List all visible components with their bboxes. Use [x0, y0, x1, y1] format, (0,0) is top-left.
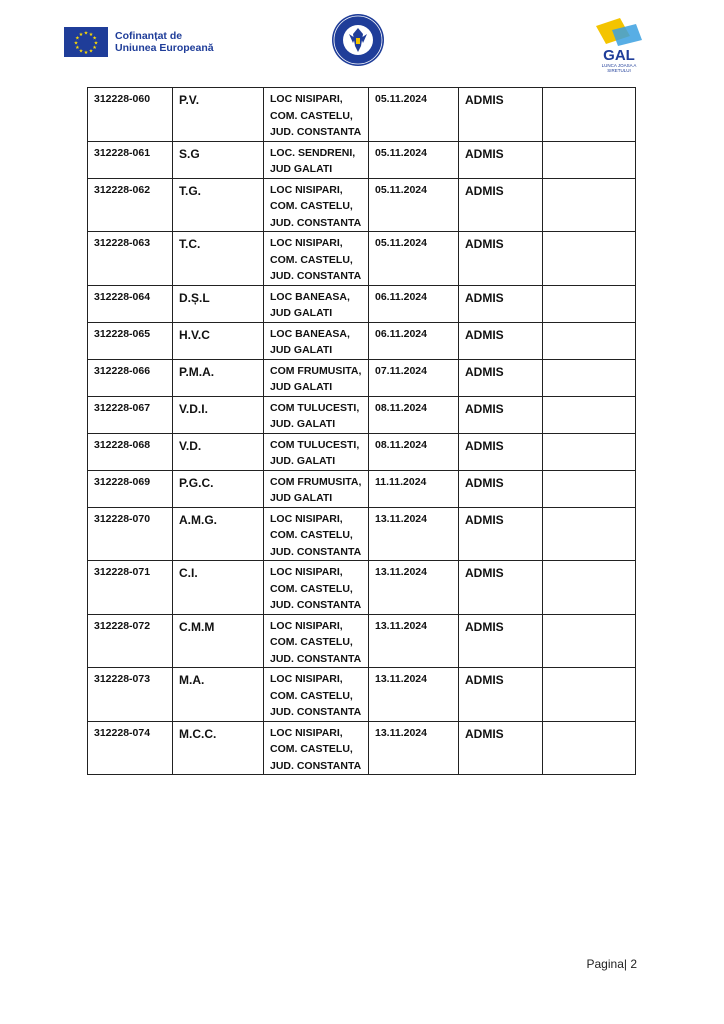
application-code-cell: 312228-065: [88, 322, 173, 359]
empty-cell: [543, 721, 636, 775]
status-cell: ADMIS: [459, 232, 543, 286]
application-code-cell: 312228-072: [88, 614, 173, 668]
gal-logo: [590, 16, 648, 74]
location-cell: LOC NISIPARI, COM. CASTELU, JUD. CONSTANTA: [264, 668, 369, 722]
eu-label: [115, 30, 214, 54]
application-code-cell: 312228-061: [88, 141, 173, 178]
applicant-initials-cell: M.C.C.: [173, 721, 264, 775]
date-cell: 13.11.2024: [369, 668, 459, 722]
page-number: Pagina| 2: [586, 957, 637, 971]
status-cell: ADMIS: [459, 285, 543, 322]
table-row: [88, 285, 636, 322]
status-cell: ADMIS: [459, 668, 543, 722]
location-cell: LOC. SENDRENI, JUD GALATI: [264, 141, 369, 178]
svg-text:★: ★: [92, 35, 97, 42]
location-cell: COM FRUMUSITA, JUD GALATI: [264, 359, 369, 396]
svg-text:★: ★: [73, 40, 79, 47]
eu-label-line1: Cofinanțat de: [115, 30, 183, 42]
table-row: [88, 178, 636, 232]
application-code-cell: 312228-073: [88, 668, 173, 722]
empty-cell: [543, 396, 636, 433]
location-cell: LOC NISIPARI, COM. CASTELU, JUD. CONSTANTA: [264, 614, 369, 668]
empty-cell: [543, 359, 636, 396]
location-cell: LOC NISIPARI, COM. CASTELU, JUD. CONSTANTA: [264, 721, 369, 775]
empty-cell: [543, 470, 636, 507]
date-cell: 13.11.2024: [369, 507, 459, 561]
empty-cell: [543, 668, 636, 722]
applicant-initials-cell: V.D.: [173, 433, 264, 470]
eu-flag-icon: [64, 27, 108, 57]
date-cell: 05.11.2024: [369, 232, 459, 286]
applicant-initials-cell: T.C.: [173, 232, 264, 286]
table-row: [88, 359, 636, 396]
empty-cell: [543, 507, 636, 561]
empty-cell: [543, 433, 636, 470]
applicant-initials-cell: V.D.I.: [173, 396, 264, 433]
status-cell: ADMIS: [459, 88, 543, 142]
table-row: [88, 88, 636, 142]
applicant-initials-cell: H.V.C: [173, 322, 264, 359]
status-cell: ADMIS: [459, 507, 543, 561]
location-cell: LOC BANEASA, JUD GALATI: [264, 285, 369, 322]
svg-text:★: ★: [88, 48, 94, 55]
empty-cell: [543, 178, 636, 232]
svg-text:★: ★: [75, 45, 80, 51]
table-row: [88, 433, 636, 470]
eu-label-line2: Uniunea Europeană: [115, 42, 214, 54]
status-cell: ADMIS: [459, 178, 543, 232]
empty-cell: [543, 285, 636, 322]
table-row: [88, 141, 636, 178]
table-row: [88, 470, 636, 507]
location-cell: COM FRUMUSITA, JUD GALATI: [264, 470, 369, 507]
svg-text:★: ★: [83, 30, 89, 37]
application-code-cell: 312228-071: [88, 561, 173, 615]
svg-text:★: ★: [83, 50, 89, 56]
application-code-cell: 312228-070: [88, 507, 173, 561]
svg-text:★: ★: [92, 45, 97, 51]
location-cell: LOC BANEASA, JUD GALATI: [264, 322, 369, 359]
table-row: [88, 396, 636, 433]
location-cell: LOC NISIPARI, COM. CASTELU, JUD. CONSTANTA: [264, 561, 369, 615]
date-cell: 05.11.2024: [369, 141, 459, 178]
applicant-initials-cell: C.M.M: [173, 614, 264, 668]
status-cell: ADMIS: [459, 322, 543, 359]
application-code-cell: 312228-062: [88, 178, 173, 232]
location-cell: COM TULUCESTI, JUD. GALATI: [264, 396, 369, 433]
date-cell: 08.11.2024: [369, 396, 459, 433]
applicant-initials-cell: P.V.: [173, 88, 264, 142]
date-cell: 13.11.2024: [369, 614, 459, 668]
table-row: [88, 668, 636, 722]
table-row: [88, 721, 636, 775]
application-code-cell: 312228-074: [88, 721, 173, 775]
date-cell: 11.11.2024: [369, 470, 459, 507]
gal-logo-icon: [590, 16, 648, 64]
status-cell: ADMIS: [459, 470, 543, 507]
application-code-cell: 312228-066: [88, 359, 173, 396]
applicant-initials-cell: C.I.: [173, 561, 264, 615]
empty-cell: [543, 561, 636, 615]
svg-text:GAL: GAL: [603, 47, 635, 64]
status-cell: ADMIS: [459, 614, 543, 668]
applicant-initials-cell: P.G.C.: [173, 470, 264, 507]
empty-cell: [543, 232, 636, 286]
government-seal-icon: [330, 12, 386, 68]
table-row: [88, 232, 636, 286]
applicant-initials-cell: S.G: [173, 141, 264, 178]
application-code-cell: 312228-064: [88, 285, 173, 322]
empty-cell: [543, 88, 636, 142]
applicant-initials-cell: P.M.A.: [173, 359, 264, 396]
empty-cell: [543, 141, 636, 178]
location-cell: LOC NISIPARI, COM. CASTELU, JUD. CONSTANTA: [264, 507, 369, 561]
status-cell: ADMIS: [459, 433, 543, 470]
eu-cofinancing-logo: [64, 27, 214, 57]
date-cell: 08.11.2024: [369, 433, 459, 470]
svg-text:★: ★: [78, 31, 84, 38]
applicant-initials-cell: M.A.: [173, 668, 264, 722]
svg-text:★: ★: [75, 35, 80, 42]
svg-text:★: ★: [93, 40, 99, 47]
date-cell: 05.11.2024: [369, 178, 459, 232]
svg-text:★: ★: [78, 48, 84, 55]
date-cell: 13.11.2024: [369, 561, 459, 615]
status-cell: ADMIS: [459, 359, 543, 396]
application-code-cell: 312228-067: [88, 396, 173, 433]
status-cell: ADMIS: [459, 561, 543, 615]
empty-cell: [543, 322, 636, 359]
application-code-cell: 312228-069: [88, 470, 173, 507]
status-cell: ADMIS: [459, 721, 543, 775]
date-cell: 13.11.2024: [369, 721, 459, 775]
location-cell: COM TULUCESTI, JUD. GALATI: [264, 433, 369, 470]
table-row: [88, 561, 636, 615]
results-table-body: [88, 88, 636, 775]
date-cell: 06.11.2024: [369, 322, 459, 359]
table-row: [88, 507, 636, 561]
svg-text:★: ★: [88, 31, 94, 38]
empty-cell: [543, 614, 636, 668]
location-cell: LOC NISIPARI, COM. CASTELU, JUD. CONSTANTA: [264, 88, 369, 142]
applicant-initials-cell: D.Ș.L: [173, 285, 264, 322]
results-table: [87, 87, 636, 775]
location-cell: LOC NISIPARI, COM. CASTELU, JUD. CONSTANTA: [264, 178, 369, 232]
application-code-cell: 312228-060: [88, 88, 173, 142]
gal-logo-text: LUNCA JOASA A SIRETULUI: [601, 63, 637, 73]
applicant-initials-cell: A.M.G.: [173, 507, 264, 561]
table-row: [88, 614, 636, 668]
date-cell: 05.11.2024: [369, 88, 459, 142]
status-cell: ADMIS: [459, 396, 543, 433]
applicant-initials-cell: T.G.: [173, 178, 264, 232]
application-code-cell: 312228-063: [88, 232, 173, 286]
location-cell: LOC NISIPARI, COM. CASTELU, JUD. CONSTANTA: [264, 232, 369, 286]
status-cell: ADMIS: [459, 141, 543, 178]
application-code-cell: 312228-068: [88, 433, 173, 470]
table-row: [88, 322, 636, 359]
date-cell: 06.11.2024: [369, 285, 459, 322]
date-cell: 07.11.2024: [369, 359, 459, 396]
